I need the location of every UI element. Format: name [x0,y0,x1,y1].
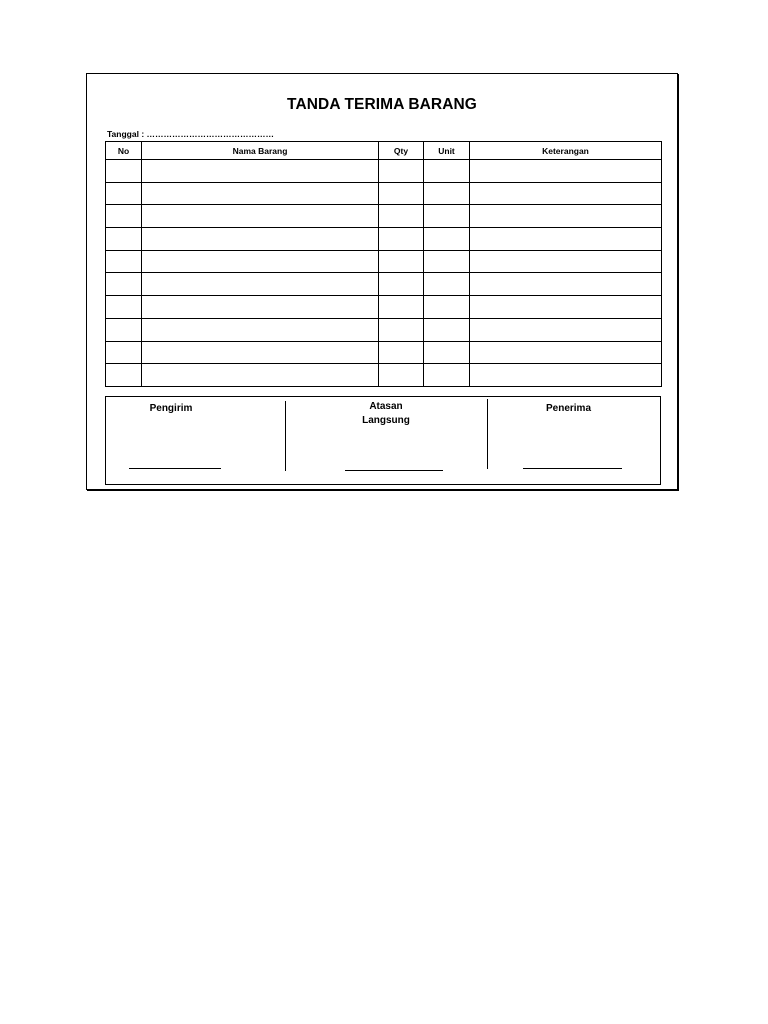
cell-item-name[interactable] [142,228,379,251]
table-row [106,341,662,364]
cell-item-name[interactable] [142,160,379,183]
cell-qty[interactable] [379,273,424,296]
cell-unit[interactable] [424,205,470,228]
cell-qty[interactable] [379,250,424,273]
header-unit: Unit [424,142,470,160]
header-notes: Keterangan [470,142,662,160]
cell-no[interactable] [106,160,142,183]
cell-notes[interactable] [470,273,662,296]
cell-item-name[interactable] [142,318,379,341]
sender-signature-line[interactable] [129,468,221,469]
date-field[interactable]: Tanggal : ……………………………………… [107,129,275,139]
cell-item-name[interactable] [142,250,379,273]
table-row [106,228,662,251]
cell-qty[interactable] [379,160,424,183]
cell-no[interactable] [106,228,142,251]
table-row [106,273,662,296]
table-row [106,205,662,228]
cell-qty[interactable] [379,228,424,251]
cell-item-name[interactable] [142,296,379,319]
header-item-name: Nama Barang [142,142,379,160]
cell-notes[interactable] [470,318,662,341]
cell-qty[interactable] [379,182,424,205]
signature-box [105,396,661,485]
cell-item-name[interactable] [142,273,379,296]
header-qty: Qty [379,142,424,160]
cell-no[interactable] [106,296,142,319]
cell-unit[interactable] [424,228,470,251]
receiver-label: Penerima [545,403,592,414]
table-row [106,364,662,387]
cell-unit[interactable] [424,182,470,205]
items-table-body [106,160,662,387]
cell-no[interactable] [106,250,142,273]
cell-item-name[interactable] [142,341,379,364]
supervisor-signature-line[interactable] [345,470,443,471]
cell-unit[interactable] [424,296,470,319]
header-no: No [106,142,142,160]
form-title: TANDA TERIMA BARANG [287,96,477,113]
items-table [105,141,662,387]
cell-qty[interactable] [379,364,424,387]
table-row [106,182,662,205]
table-row [106,160,662,183]
table-row [106,318,662,341]
cell-no[interactable] [106,341,142,364]
cell-notes[interactable] [470,296,662,319]
cell-qty[interactable] [379,296,424,319]
cell-notes[interactable] [470,182,662,205]
receiver-signature-line[interactable] [523,468,622,469]
cell-item-name[interactable] [142,182,379,205]
supervisor-label-line2: Langsung [362,415,410,426]
cell-unit[interactable] [424,341,470,364]
signature-divider-left [285,401,286,471]
supervisor-label [346,400,426,428]
cell-no[interactable] [106,364,142,387]
receipt-form [86,73,678,490]
table-row [106,250,662,273]
cell-notes[interactable] [470,364,662,387]
cell-unit[interactable] [424,364,470,387]
cell-no[interactable] [106,205,142,228]
cell-item-name[interactable] [142,364,379,387]
supervisor-label-line1: Atasan [369,401,403,412]
cell-unit[interactable] [424,273,470,296]
cell-notes[interactable] [470,160,662,183]
cell-item-name[interactable] [142,205,379,228]
cell-unit[interactable] [424,160,470,183]
cell-no[interactable] [106,182,142,205]
cell-unit[interactable] [424,318,470,341]
cell-no[interactable] [106,273,142,296]
cell-qty[interactable] [379,341,424,364]
signature-divider-right [487,399,488,469]
cell-qty[interactable] [379,318,424,341]
cell-notes[interactable] [470,341,662,364]
cell-no[interactable] [106,318,142,341]
table-row [106,296,662,319]
sender-label: Pengirim [149,403,193,414]
cell-notes[interactable] [470,228,662,251]
cell-notes[interactable] [470,250,662,273]
cell-qty[interactable] [379,205,424,228]
table-header-row [106,142,662,160]
cell-notes[interactable] [470,205,662,228]
cell-unit[interactable] [424,250,470,273]
